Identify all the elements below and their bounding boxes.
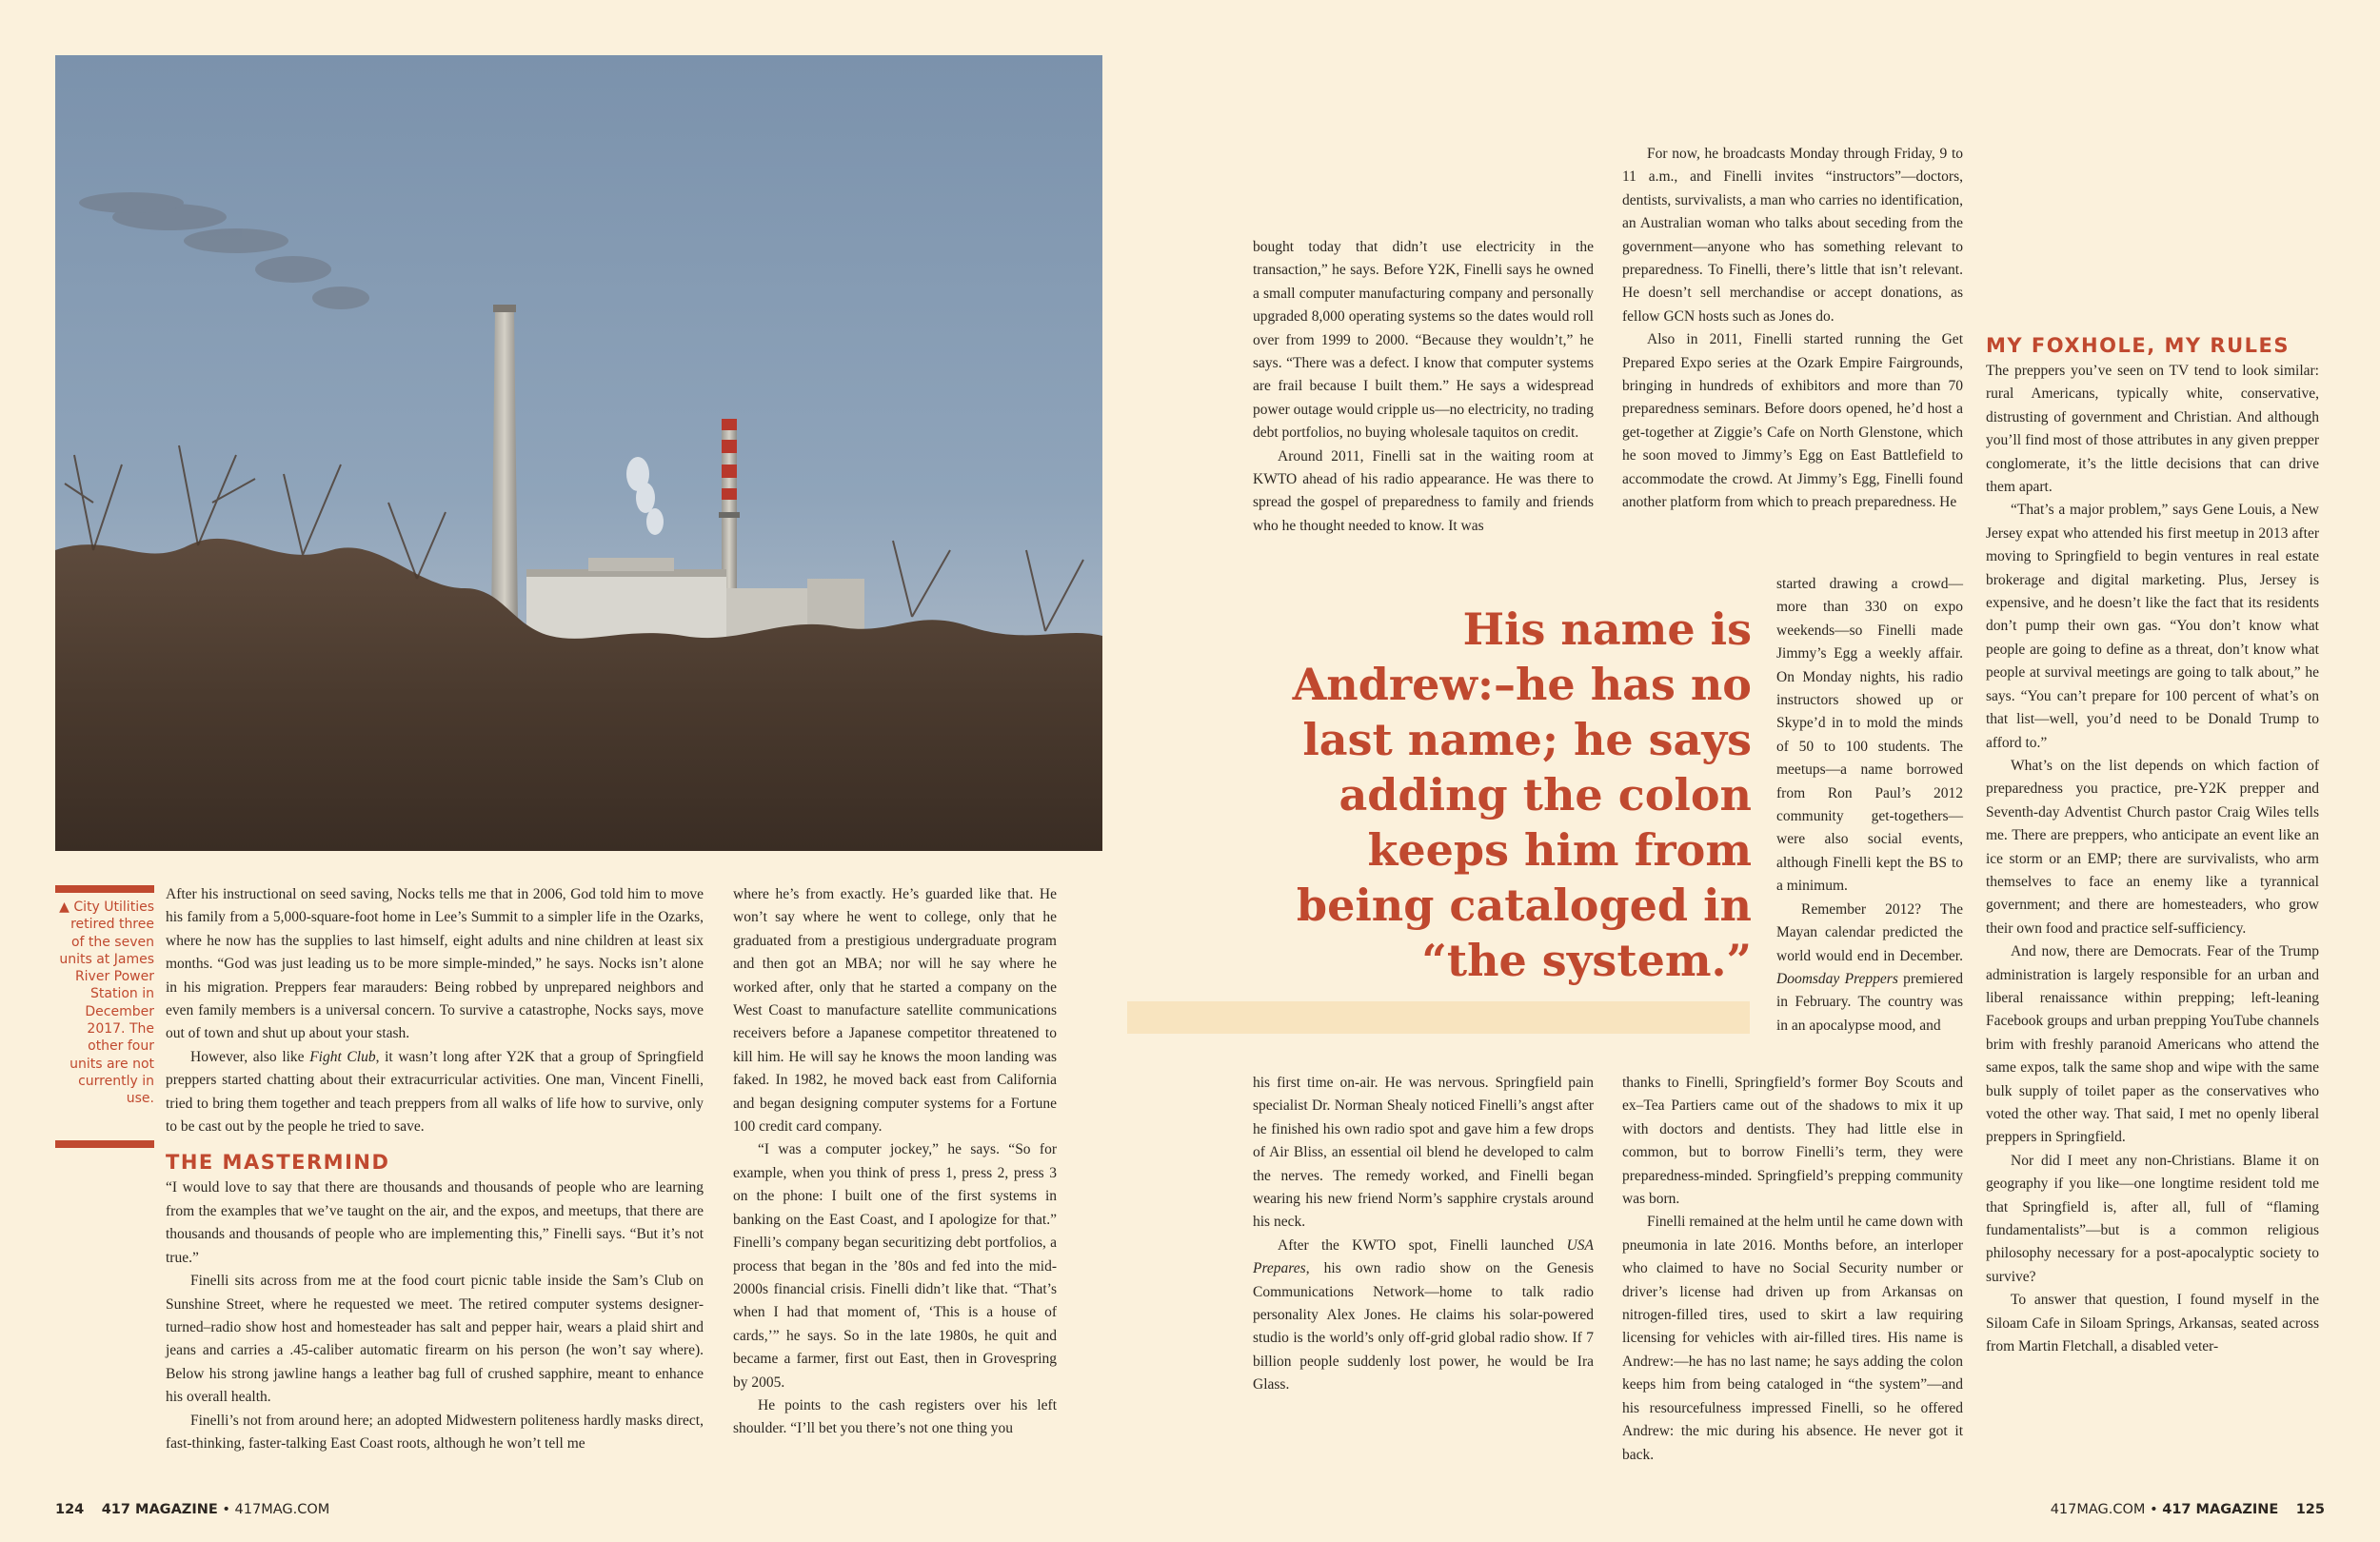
power-plant-photo: [55, 55, 1102, 851]
paragraph: Nor did I meet any non-Christians. Blame it on geography if you like—one longtime resident told me that Springfield is, after all, full of “flaming fundamentalists”—but is a common religious philosophy necessary for a post-apocalyptic society to survive?: [1986, 1152, 2319, 1285]
folio-left: [55, 1502, 329, 1517]
bullet: •: [222, 1502, 230, 1517]
paragraph: What’s on the list depends on which faction of preparedness you practice, pre-Y2K prepper and Seventh-day Adventist Church pastor Craig Wiles tells me. There are preppers, who anticipate an event like an ice storm or an EMP; there are survivalists, who arm themselves to face an enemy like a tyrannical government; and there are homesteaders, who grow their own food and practice self-sufficiency.: [1986, 757, 2319, 937]
paragraph: After the KWTO spot, Finelli launched USA Prepares, his own radio show on the Genesis Communications Network—home to talk radio personality Alex Jones. He claims his solar-powered studio is the world’s only off-grid global radio show. If 7 billion people suddenly lost power, he would be Ira Glass.: [1253, 1236, 1594, 1394]
photo-illustration: [55, 55, 1102, 851]
paragraph: The preppers you’ve seen on TV tend to look similar: rural Americans, typically white, conservative, distrusting of government and Christian. And although you’ll find most of those attributes in any given prepper conglomerate, it’s the little decisions that can drive them apart.: [1986, 363, 2319, 496]
paragraph: Around 2011, Finelli sat in the waiting room at KWTO ahead of his radio appearance. He was there to spread the gospel of preparedness to family and friends who he thought needed to know. It was: [1253, 447, 1594, 534]
caption-rule-top: [55, 885, 154, 893]
caret-up-icon: ▲: [59, 900, 69, 915]
paragraph: “I would love to say that there are thousands and thousands of people who are learning from the examples that we’ve taught on the air, and the expos, and meetups, that there are thousands and thousands of people who are implementing this,” Finelli says. “But it’s not true.”: [166, 1179, 704, 1266]
paragraph: He points to the cash registers over his left shoulder. “I’ll bet you there’s not one thing you: [733, 1396, 1057, 1437]
paragraph: “That’s a major problem,” says Gene Louis, a New Jersey expat who attended his first meetup in 2013 after moving to Springfield to begin ventures in real estate brokerage and digital marketing. Plus, Jersey is expensive, and he doesn’t like the fact that its residents don’t pump their own gas. “You don’t know what people are going to define as a threat, don’t know what people at survival meetings are going to talk about,” he says. “You can’t prepare for 100 percent of what’s on that list—well, you’d need to be Donald Trump to afford to.”: [1986, 502, 2319, 751]
paragraph: However, also like Fight Club, it wasn’t long after Y2K that a group of Springfield preppers started chatting about their extracurricular activities. One man, Vincent Finelli, tried to bring them together and teach preppers from all walks of life how to survive, only to be cast out by the people he tried to save.: [166, 1048, 704, 1136]
paragraph: To answer that question, I found myself in the Siloam Cafe in Siloam Springs, Arkansas, seated across from Martin Fletchall, a disabled veter-: [1986, 1292, 2319, 1355]
photo-caption: [55, 899, 154, 1108]
column-1: [166, 883, 704, 1455]
paragraph: Also in 2011, Finelli started running the Get Prepared Expo series at the Ozark Empire Fairgrounds, bringing in hundreds of exhibitors and more than 70 preparedness seminars. Before doors opened, he’d host a get-together at Ziggie’s Cafe on North Glenstone, which he soon moved to Jimmy’s Egg on East Battlefield to accommodate the crowd. At Jimmy’s Egg, Finelli found another platform from which to preach preparedness. He: [1622, 331, 1963, 511]
paragraph: Finelli remained at the helm until he came down with pneumonia in late 2016. Months before, an interloper who claimed to have no Social Security number or driver’s license had driven up from Arkansas on nitrogen-filled tires, used to skirt a law requiring licensing for vehicles with air-filled tires. His name is Andrew:—he has no last name; he says adding the colon keeps him from being cataloged in “the system”—and his resourcefulness impressed Finelli, so he offered Andrew: the mic during his absence. He never got it back.: [1622, 1214, 1963, 1463]
paragraph: Finelli sits across from me at the food court picnic table inside the Sam’s Club on Sunshine Street, where he requested we meet. The retired computer systems designer-turned–radio show host and homesteader has salt and pepper hair, wears a plaid shirt and jeans and carries a .45-caliber automatic firearm on his person (he won’t say where). Below his strong jawline hangs a leather bag full of crushed sapphire, meant to enhance his overall health.: [166, 1273, 704, 1406]
paragraph: And now, there are Democrats. Fear of the Trump administration is largely responsible for an urban and liberal renaissance within prepping; left-leaning Facebook groups and urban prepping YouTube channels brim with freshly paranoid Americans who attend the same expos, talk the same shop and wipe with the same bulk supply of toilet paper as the conservatives who voted the other way. That said, I met no openly liberal preppers in Springfield.: [1986, 943, 2319, 1146]
paragraph: After his instructional on seed saving, Nocks tells me that in 2006, God told him to move his family from a 5,000-square-foot home in Lee’s Summit to a simpler life in the Ozarks, where he now has the supplies to last himself, eight adults and nine children at least six months. “God was just leading us to be more simple-minded,” he says. Nocks isn’t alone in his migration. Preppers fear marauders: Being robbed by unprepared neighbors and even family members is a universal concern. To survive a catastrophe, Nocks says, move out of town and shut up about your stash.: [166, 886, 704, 1042]
paragraph: “I was a computer jockey,” he says. “So for example, when you think of press 1, press 2, press 3 on the phone: I built one of the first systems in banking on the East Coast, and I apologize for that.” Finelli’s company began securitizing debt portfolios, a process that began in the ’80s and fed into the mid-2000s financial crisis. Finelli didn’t like that. “That’s when I had that moment of, ‘This is a house of cards,’” he says. So in the late 1980s, he quit and became a farmer, first out East, then in Grovespring by 2005.: [733, 1141, 1057, 1391]
paragraph: bought today that didn’t use electricity in the transaction,” he says. Before Y2K, Finelli says he owned a small computer manufacturing company and personally upgraded 8,000 operating systems so the dates would roll over from 1999 to 2000. “Because they wouldn’t,” he says. “There was a defect. I know that computer systems are frail because I built them.” He says a widespread power outage would cripple us—no electricity, no trading debt portfolios, no buying wholesale taquitos on credit.: [1253, 239, 1594, 442]
column-3-top: [1253, 236, 1594, 538]
pullquote: His name is Andrew:–he has no last name; he says adding the colon keeps him from being cataloged in “the system.”: [1292, 603, 1752, 986]
site-url: 417MAG.COM: [2050, 1502, 2146, 1517]
paragraph: Remember 2012? The Mayan calendar predicted the world would end in December. Doomsday Preppers premiered in February. The country was in an apocalypse mood, and: [1776, 900, 1963, 1034]
paragraph: thanks to Finelli, Springfield’s former Boy Scouts and ex–Tea Partiers came out of the shadows to mix it up with doctors and dentists. They had little else in common, but to borrow Finelli’s term, they were preparedness-minded. Springfield’s prepping community was born.: [1622, 1075, 1963, 1208]
subhead-the-mastermind: THE MASTERMIND: [166, 1151, 390, 1175]
paragraph: where he’s from exactly. He’s guarded like that. He won’t say where he went to college, only that he graduated from a prestigious undergraduate program and then got an MBA; nor will he say where he worked after, only that he started a company on the West Coast to manufacture satellite communications receivers before a Japanese competitor threatened to kill him. He will say he knows the moon landing was faked. In 1982, he moved back east from California and began designing computer systems for a Fortune 100 credit card company.: [733, 886, 1057, 1136]
paragraph: For now, he broadcasts Monday through Friday, 9 to 11 a.m., and Finelli invites “instructors”—doctors, dentists, survivalists, a man who carries no identification, an Australian woman who talks about seceding from the government—anyone who has something relevant to preparedness. To Finelli, there’s little that isn’t relevant. He doesn’t sell merchandise or accept donations, as fellow GCN hosts such as Jones do.: [1622, 146, 1963, 325]
caption-rule-bottom: [55, 1140, 154, 1148]
page-number: 125: [2295, 1502, 2325, 1517]
folio-right: [2051, 1502, 2325, 1517]
column-2: [733, 883, 1057, 1441]
magazine-name: 417 MAGAZINE: [2162, 1502, 2279, 1517]
column-3-bottom: [1253, 1072, 1594, 1397]
caption-text: City Utilities retired three of the seven units at James River Power Station in December 2017. The other four units are not currently in use.: [59, 900, 154, 1107]
subhead-my-foxhole-my-rules: MY FOXHOLE, MY RULES: [1986, 334, 2290, 357]
page-number: 124: [55, 1502, 85, 1517]
paragraph: his first time on-air. He was nervous. Springfield pain specialist Dr. Norman Shealy noticed Finelli’s angst after he finished his own radio spot and gave him a few drops of Air Bliss, an essential oil blend he developed to calm the nerves. The remedy worked, and Finelli began wearing his new friend Norm’s sapphire crystals around his neck.: [1253, 1075, 1594, 1231]
column-5: [1986, 333, 2319, 1358]
paragraph: Finelli’s not from around here; an adopted Midwestern politeness hardly masks direct, fast-thinking, faster-talking East Coast roots, although he won’t tell me: [166, 1412, 704, 1452]
paragraph: started drawing a crowd—more than 330 on expo weekends—so Finelli made Jimmy’s Egg a weekly affair. On Monday nights, his radio instructors showed up or Skype’d in to mold the minds of 50 to 100 students. The meetups—a name borrowed from Ron Paul’s 2012 community get-togethers—were also social events, although Finelli kept the BS to a minimum.: [1776, 576, 1963, 895]
column-4-narrow: [1776, 573, 1963, 1038]
column-4-bottom: [1622, 1072, 1963, 1467]
bullet: •: [2150, 1502, 2158, 1517]
column-4-top: [1622, 143, 1963, 515]
magazine-name: 417 MAGAZINE: [101, 1502, 218, 1517]
site-url: 417MAG.COM: [234, 1502, 330, 1517]
pullquote-bar: [1127, 1001, 1750, 1034]
